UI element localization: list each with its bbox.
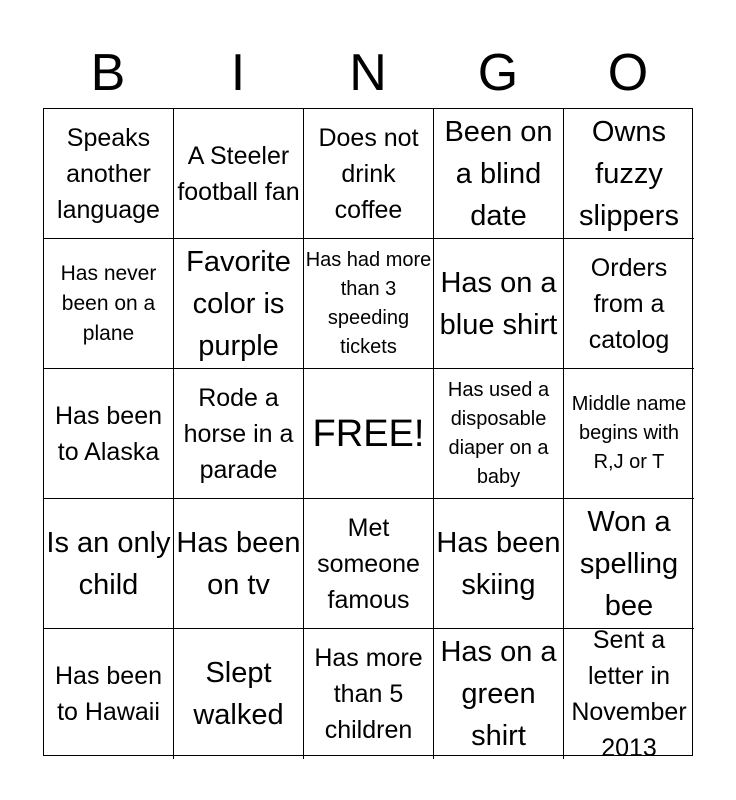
bingo-header [43,38,693,108]
bingo-cell[interactable] [174,369,304,499]
bingo-cell[interactable] [564,369,694,499]
cell-text: Has been on tv [176,526,301,601]
cell-text: Has on a blue shirt [439,266,558,341]
cell-text: Does not drink coffee [318,123,419,224]
cell-text: Has on a green shirt [440,636,557,752]
header-letter-g: G [477,44,519,102]
cell-text: Owns fuzzy slippers [579,115,679,232]
bingo-grid [43,108,693,759]
bingo-cell[interactable] [174,239,304,369]
bingo-cell[interactable] [434,369,564,499]
bingo-cell[interactable] [44,629,174,759]
cell-text: Orders from a catolog [588,253,670,354]
cell-text: Has had more than 3 speeding tickets [305,248,432,358]
header-letter-o: O [607,44,649,102]
bingo-cell[interactable] [434,239,564,369]
cell-text: Has used a disposable diaper on a baby [447,378,550,488]
cell-text: Been on a blind date [444,115,553,232]
header-letter-i: I [230,44,246,102]
bingo-cell[interactable] [174,109,304,239]
cell-text: Has been to Alaska [54,401,163,466]
bingo-cell[interactable] [174,629,304,759]
cell-text: Rode a horse in a parade [183,383,294,484]
cell-text: Has been to Hawaii [54,662,163,726]
cell-text: FREE! [312,412,425,455]
cell-text: Has never been on a plane [60,261,157,345]
bingo-cell[interactable] [434,109,564,239]
bingo-cell[interactable] [434,629,564,759]
cell-text: A Steeler football fan [177,141,300,206]
cell-text: Slept walked [193,657,284,731]
bingo-cell[interactable] [434,499,564,629]
cell-text: Speaks another language [57,123,160,224]
bingo-cell[interactable] [44,109,174,239]
bingo-cell[interactable] [304,499,434,629]
bingo-cell[interactable] [304,109,434,239]
cell-text: Met someone famous [317,513,420,614]
cell-text: Has been skiing [436,526,561,601]
bingo-cell[interactable] [564,109,694,239]
cell-text: Favorite color is purple [186,245,291,362]
bingo-cell[interactable] [44,499,174,629]
cell-text: Middle name begins with R,J or T [571,393,687,473]
cell-text: Sent a letter in November 2013 [571,629,687,759]
bingo-cell[interactable] [174,499,304,629]
bingo-cell[interactable] [304,629,434,759]
header-letter-b: B [90,44,126,102]
bingo-cell[interactable] [564,499,694,629]
cell-text: Won a spelling bee [579,505,679,622]
cell-text: Has more than 5 children [314,644,423,744]
bingo-cell[interactable] [44,239,174,369]
cell-text: Is an only child [46,526,171,601]
bingo-cell[interactable] [304,239,434,369]
bingo-cell[interactable] [44,369,174,499]
bingo-cell[interactable] [564,629,694,759]
bingo-cell[interactable] [564,239,694,369]
free-space[interactable] [304,369,434,499]
header-letter-n: N [349,44,387,102]
